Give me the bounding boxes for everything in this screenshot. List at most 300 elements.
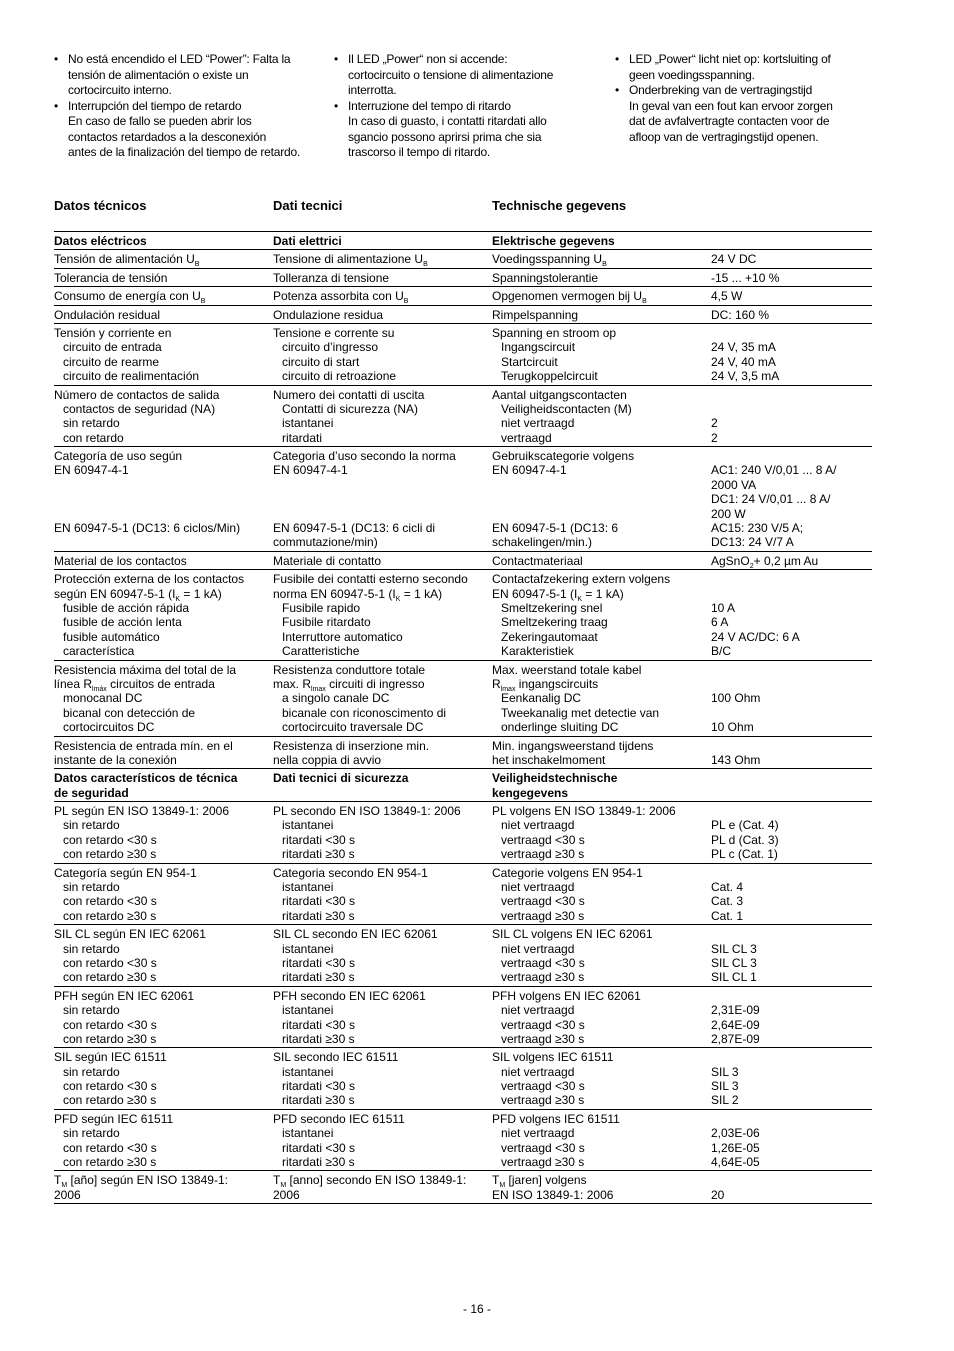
note-text: dat de avfalvertragte contacten voor de — [629, 114, 830, 128]
cell-line: schakelingen/min.) — [492, 535, 593, 550]
cell-line: kengegevens — [492, 785, 569, 800]
table-cell — [711, 551, 872, 569]
cell-line: 2,64E-09 — [711, 1017, 760, 1032]
cell-line — [711, 388, 872, 402]
note-text: In geval van een fout kan ervoor zorgen — [629, 98, 833, 113]
cell-line: Datos característicos de técnica — [54, 771, 238, 786]
cell-line: Ondulación residual — [54, 307, 161, 322]
note-bullet: • Interrupción del tiempo de retardo — [54, 99, 319, 115]
cell-line: sin retardo — [63, 818, 120, 833]
cell-line: vertraagd ≥30 s — [501, 847, 585, 862]
cell-line: norma EN 60947-5-1 ($I_K = 1$ kA) — [273, 586, 443, 603]
cell-line: con retardo ≥30 s — [63, 1155, 157, 1170]
cell-line: SIL CL volgens EN IEC 62061 — [492, 927, 653, 942]
table-cell — [492, 736, 711, 769]
cell-line: niet vertraagd — [501, 941, 575, 956]
table-cell — [54, 863, 273, 925]
cell-line: 2006 — [273, 1187, 300, 1202]
cell-line: DC: 160 % — [711, 307, 770, 322]
cell-line: Dati elettrici — [273, 234, 342, 248]
table-cell — [492, 385, 711, 447]
cell-line: 24 V, 40 mA — [711, 354, 776, 369]
cell-line: vertraagd ≥30 s — [501, 908, 585, 923]
note-text: geen voedingsspanning. — [629, 67, 755, 82]
cell-line: Categoria secondo EN 954-1 — [273, 865, 428, 880]
cell-line: vertraagd <30 s — [501, 894, 585, 909]
cell-line: Startcircuit — [501, 354, 558, 369]
cell-line: Veiligheidscontacten (M) — [501, 401, 632, 416]
cell-line — [711, 1050, 872, 1064]
table-cell — [711, 232, 872, 250]
cell-line: con retardo ≥30 s — [63, 970, 157, 985]
cell-line: instante de la conexión — [54, 752, 177, 767]
note-text: antes de la finalización del tiempo de retardo. — [68, 145, 301, 159]
cell-line: SIL secondo IEC 61511 — [273, 1050, 399, 1065]
cell-line: contactos de seguridad (NA) — [63, 401, 216, 416]
cell-line — [711, 402, 872, 416]
table-row — [54, 551, 872, 569]
cell-line — [711, 927, 872, 941]
cell-line: EN 60947-4-1 — [492, 463, 567, 478]
cell-line: circuito di start — [282, 354, 360, 369]
cell-line: de seguridad — [54, 785, 129, 800]
cell-line: ritardati ≥30 s — [282, 908, 355, 923]
cell-line: con retardo <30 s — [63, 832, 157, 847]
cell-line: 24 V, 35 mA — [711, 340, 776, 355]
table-cell — [492, 551, 711, 569]
table-cell — [273, 385, 492, 447]
cell-line: PFD volgens IEC 61511 — [492, 1111, 620, 1126]
table-cell — [54, 305, 273, 323]
note-text: cortocircuito o tensione di alimentazione — [348, 67, 554, 82]
table-row — [54, 447, 872, 552]
cell-line: Resistencia máxima del total de la — [54, 662, 237, 677]
cell-line: 2 — [711, 416, 718, 431]
cell-line: con retardo ≥30 s — [63, 847, 157, 862]
cell-line: B/C — [711, 644, 732, 659]
cell-line: Rimpelspanning — [492, 307, 579, 322]
cell-line: EN 60947-4-1 — [273, 463, 348, 478]
cell-line: según EN 60947-5-1 ($I_K = 1$ kA) — [54, 586, 222, 603]
table-cell — [273, 1109, 492, 1171]
table-cell — [54, 287, 273, 305]
cell-line: 24 V AC/DC: 6 A — [711, 629, 800, 644]
cell-line: SIL volgens IEC 61511 — [492, 1050, 614, 1065]
cell-line: Cat. 4 — [711, 880, 744, 895]
note-bullet: • Il LED „Power“ non si accende: — [334, 52, 594, 68]
table-cell — [273, 287, 492, 305]
cell-line: Tensione e corrente su — [273, 325, 395, 340]
cell-line: Spanningstolerantie — [492, 270, 599, 285]
cell-line: circuito di retroazione — [282, 369, 397, 384]
cell-line: ritardati ≥30 s — [282, 1155, 355, 1170]
cell-line: circuito de realimentación — [63, 369, 200, 384]
note-bullet: • LED „Power“ licht niet op: kortsluiting of — [615, 52, 875, 68]
heading-es: Datos técnicos — [54, 198, 147, 213]
cell-line — [711, 663, 872, 677]
cell-line: Zekeringautomaat — [501, 629, 598, 644]
cell-line: Interruttore automatico — [282, 629, 403, 644]
cell-line: PFH secondo EN IEC 62061 — [273, 988, 426, 1003]
table-cell — [711, 1048, 872, 1110]
cell-line — [711, 804, 872, 818]
cell-line: Material de los contactos — [54, 553, 187, 568]
cell-line: DC1: 24 V/0,01 ... 8 A/ — [711, 492, 831, 507]
table-cell — [711, 447, 872, 552]
cell-line: max. $R_{lmax}$ circuiti di ingresso — [273, 676, 425, 693]
table-cell — [54, 769, 273, 802]
table-row — [54, 986, 872, 1048]
cell-line: AC1: 240 V/0,01 ... 8 A/ — [711, 463, 837, 478]
table-cell — [492, 1048, 711, 1110]
cell-line: Cat. 3 — [711, 894, 744, 909]
table-cell — [54, 268, 273, 286]
cell-line — [54, 492, 273, 506]
table-cell — [54, 736, 273, 769]
table-cell — [273, 986, 492, 1048]
table-row — [54, 385, 872, 447]
cell-line: Cat. 1 — [711, 908, 744, 923]
cell-line: $T_M$ [año] según EN ISO 13849-1: — [54, 1173, 228, 1190]
table-cell — [492, 305, 711, 323]
notes-column-it — [334, 52, 594, 161]
cell-line: Categoria d’uso secondo la norma — [273, 449, 456, 464]
table-cell — [711, 1109, 872, 1171]
cell-line: 4,5 W — [711, 289, 743, 304]
table-cell — [492, 863, 711, 925]
cell-line: con retardo ≥30 s — [63, 1031, 157, 1046]
cell-line: vertraagd <30 s — [501, 1017, 585, 1032]
table-cell — [492, 232, 711, 250]
table-cell — [492, 802, 711, 864]
table-cell — [492, 769, 711, 802]
note-text: In caso di guasto, i contatti ritardati allo — [348, 114, 547, 128]
cell-line: fusible automático — [63, 629, 160, 644]
cell-line: ritardati — [282, 430, 323, 445]
cell-line: -15 ... +10 % — [711, 270, 780, 285]
cell-line: SIL 3 — [711, 1064, 739, 1079]
cell-line: istantanei — [282, 818, 334, 833]
table-cell — [273, 1171, 492, 1204]
cell-line: PFH según EN IEC 62061 — [54, 988, 195, 1003]
table-cell — [54, 986, 273, 1048]
notes-column-nl — [615, 52, 875, 145]
cell-line: circuito de rearme — [63, 354, 160, 369]
table-cell — [54, 570, 273, 660]
cell-line: AC15: 230 V/5 A; — [711, 521, 804, 536]
table-cell — [492, 986, 711, 1048]
cell-line: Ingangscircuit — [501, 340, 576, 355]
cell-line: EN 60947-4-1 — [54, 463, 129, 478]
cell-line: PL c (Cat. 1) — [711, 847, 778, 862]
cell-line: 24 V, 3,5 mA — [711, 369, 780, 384]
cell-line: PFD según IEC 61511 — [54, 1111, 174, 1126]
cell-line: 2006 — [54, 1187, 81, 1202]
cell-line — [54, 507, 273, 521]
cell-line: SIL según IEC 61511 — [54, 1050, 167, 1065]
table-cell — [273, 660, 492, 736]
cell-line: 4,64E-05 — [711, 1155, 760, 1170]
cell-line: 2,31E-09 — [711, 1003, 760, 1018]
cell-line: Materiale di contatto — [273, 553, 382, 568]
cell-line: circuito de entrada — [63, 340, 162, 355]
table-row — [54, 305, 872, 323]
table-cell — [711, 305, 872, 323]
cell-line — [711, 866, 872, 880]
cell-line: Número de contactos de salida — [54, 387, 220, 402]
cell-line: istantanei — [282, 941, 334, 956]
table-cell — [54, 1109, 273, 1171]
cell-line: Smeltzekering snel — [501, 600, 603, 615]
cell-line: EN 60947-5-1 ($I_K = 1$ kA) — [492, 586, 624, 603]
table-row — [54, 802, 872, 864]
cell-line: Terugkoppelcircuit — [501, 369, 598, 384]
note-text: trascorso il tempo di ritardo. — [348, 145, 491, 159]
table-cell — [492, 1171, 711, 1204]
cell-line — [711, 449, 872, 463]
cell-line: PL secondo EN ISO 13849-1: 2006 — [273, 804, 461, 819]
cell-line: SIL 3 — [711, 1079, 739, 1094]
cell-line: Ondulazione residua — [273, 307, 384, 322]
table-row — [54, 736, 872, 769]
cell-line: ritardati <30 s — [282, 1140, 356, 1155]
cell-line: a singolo canale DC — [282, 691, 390, 706]
cell-line: ritardati <30 s — [282, 955, 356, 970]
cell-line: cortocircuitos DC — [63, 720, 155, 735]
cell-line: niet vertraagd — [501, 1126, 575, 1141]
cell-line: PL e (Cat. 4) — [711, 818, 779, 833]
table-cell — [492, 447, 711, 552]
cell-line: $T_M$ [jaren] volgens — [492, 1173, 587, 1190]
table-cell — [54, 232, 273, 250]
table-cell — [273, 447, 492, 552]
cell-line: istantanei — [282, 880, 334, 895]
cell-line: con retardo <30 s — [63, 1140, 157, 1155]
cell-line: istantanei — [282, 1126, 334, 1141]
cell-line: 10 A — [711, 600, 736, 615]
cell-line: EN ISO 13849-1: 2006 — [492, 1187, 614, 1202]
table-cell — [492, 268, 711, 286]
table-cell — [54, 551, 273, 569]
cell-line: vertraagd ≥30 s — [501, 1155, 585, 1170]
cell-line: Categorie volgens EN 954-1 — [492, 865, 643, 880]
cell-line: con retardo <30 s — [63, 1079, 157, 1094]
table-cell — [711, 802, 872, 864]
cell-line: Aantal uitgangscontacten — [492, 387, 627, 402]
cell-line: Opgenomen vermogen bij $U_B$ — [492, 289, 647, 306]
cell-line: ritardati <30 s — [282, 1079, 356, 1094]
technical-data-table-body — [54, 232, 872, 1204]
cell-line — [711, 771, 872, 785]
cell-line: Gebruikscategorie volgens — [492, 449, 635, 464]
cell-line: niet vertraagd — [501, 818, 575, 833]
cell-line: circuito d’ingresso — [282, 340, 379, 355]
cell-line: onderlinge sluiting DC — [501, 720, 619, 735]
cell-line — [711, 587, 872, 601]
cell-line: vertraagd <30 s — [501, 1140, 585, 1155]
cell-line: SIL CL 3 — [711, 955, 757, 970]
table-cell — [273, 802, 492, 864]
table-cell — [273, 925, 492, 987]
technical-data-headings — [54, 198, 872, 216]
table-cell — [273, 570, 492, 660]
cell-line — [273, 478, 492, 492]
cell-line: ritardati <30 s — [282, 832, 356, 847]
cell-line: con retardo <30 s — [63, 955, 157, 970]
cell-line: Max. weerstand totale kabel — [492, 662, 642, 677]
cell-line: 1,26E-05 — [711, 1140, 760, 1155]
note-text: tensión de alimentación o existe un — [68, 67, 249, 82]
cell-line: Contactafzekering extern volgens — [492, 572, 671, 587]
cell-line: PFH volgens EN IEC 62061 — [492, 988, 641, 1003]
cell-line: niet vertraagd — [501, 1064, 575, 1079]
cell-line: 2 — [711, 430, 718, 445]
cell-line: vertraagd <30 s — [501, 1079, 585, 1094]
cell-line: 20 — [711, 1187, 725, 1202]
table-cell — [54, 385, 273, 447]
table-row — [54, 250, 872, 268]
cell-line: Tensión de alimentación $U_B$ — [54, 252, 200, 269]
cell-line: PL volgens EN ISO 13849-1: 2006 — [492, 804, 676, 819]
table-cell — [54, 660, 273, 736]
page-number: - 16 - — [462, 1302, 491, 1316]
cell-line: EN 60947-5-1 (DC13: 6 — [492, 521, 619, 536]
note-bullet: • No está encendido el LED “Power”: Falta la — [54, 52, 319, 68]
cell-line — [711, 572, 872, 586]
cell-line: PFD secondo IEC 61511 — [273, 1111, 405, 1126]
table-cell — [54, 1171, 273, 1204]
cell-line: ritardati ≥30 s — [282, 847, 355, 862]
cell-line: Datos eléctricos — [54, 234, 147, 248]
note-text: sgancio possono aprirsi prima che sia — [348, 129, 542, 144]
cell-line: sin retardo — [63, 941, 120, 956]
cell-line: sin retardo — [63, 1064, 120, 1079]
table-cell — [711, 863, 872, 925]
cell-line: PL d (Cat. 3) — [711, 832, 779, 847]
cell-line: istantanei — [282, 416, 334, 431]
cell-line: 24 V DC — [711, 252, 757, 267]
cell-line: vertraagd <30 s — [501, 955, 585, 970]
cell-line: istantanei — [282, 1003, 334, 1018]
table-cell — [273, 305, 492, 323]
cell-line: sin retardo — [63, 1126, 120, 1141]
cell-line: sin retardo — [63, 416, 120, 431]
cell-line: Smeltzekering traag — [501, 615, 608, 630]
table-row — [54, 1171, 872, 1204]
cell-line: Tolleranza di tensione — [273, 270, 390, 285]
table-cell — [54, 447, 273, 552]
table-row — [54, 323, 872, 385]
table-row — [54, 1109, 872, 1171]
cell-line: fusible de acción rápida — [63, 600, 190, 615]
table-row — [54, 863, 872, 925]
table-row — [54, 287, 872, 305]
cell-line: vertraagd ≥30 s — [501, 1031, 585, 1046]
table-cell — [54, 1048, 273, 1110]
heading-nl: Technische gegevens — [492, 198, 627, 213]
cell-line: het inschakelmoment — [492, 752, 606, 767]
cell-line: bicanal con detección de — [63, 705, 196, 720]
cell-line: Min. ingangsweerstand tijdens — [492, 738, 654, 753]
cell-line: SIL CL 3 — [711, 941, 757, 956]
cell-line: Tensión y corriente en — [54, 325, 172, 340]
cell-line: PL según EN ISO 13849-1: 2006 — [54, 804, 230, 819]
table-cell — [492, 1109, 711, 1171]
table-cell — [711, 1171, 872, 1204]
cell-line: Elektrische gegevens — [492, 234, 615, 248]
section-header-row — [54, 232, 872, 250]
cell-line: 6 A — [711, 615, 729, 630]
table-cell — [273, 769, 492, 802]
cell-line: línea $R_{lmáx}$ circuitos de entrada — [54, 676, 215, 693]
cell-line: Contatti di sicurezza (NA) — [282, 401, 419, 416]
table-cell — [273, 250, 492, 268]
cell-line — [711, 326, 872, 340]
note-text: En caso de fallo se pueden abrir los — [68, 114, 252, 128]
table-cell — [711, 385, 872, 447]
table-row — [54, 925, 872, 987]
table-cell — [492, 287, 711, 305]
table-cell — [273, 736, 492, 769]
cell-line: vertraagd — [501, 430, 552, 445]
table-cell — [711, 769, 872, 802]
cell-line: con retardo — [63, 430, 124, 445]
table-cell — [711, 570, 872, 660]
cell-line: característica — [63, 644, 135, 659]
table-cell — [273, 323, 492, 385]
cell-line: Fusibile dei contatti esterno secondo — [273, 572, 468, 587]
cell-line: istantanei — [282, 1064, 334, 1079]
table-cell — [711, 250, 872, 268]
cell-line: Spanning en stroom op — [492, 325, 617, 340]
cell-line: Caratteristiche — [282, 644, 360, 659]
cell-line: 143 Ohm — [711, 752, 761, 767]
cell-line: 2,87E-09 — [711, 1031, 760, 1046]
cell-line — [711, 1173, 872, 1187]
cell-line — [492, 478, 711, 492]
cell-line: Voedingsspanning $U_B$ — [492, 252, 607, 269]
cell-line — [711, 989, 872, 1003]
cell-line — [711, 234, 872, 248]
cell-line: EN 60947-5-1 (DC13: 6 cicli di — [273, 521, 436, 536]
cell-line: Resistencia de entrada mín. en el — [54, 738, 233, 753]
cell-line: SIL CL secondo EN IEC 62061 — [273, 927, 438, 942]
cell-line: ritardati ≥30 s — [282, 970, 355, 985]
cell-line: vertraagd ≥30 s — [501, 970, 585, 985]
cell-line: niet vertraagd — [501, 1003, 575, 1018]
note-bullet: • Onderbreking van de vertragingstijd — [615, 83, 875, 99]
cell-line: Dati tecnici di sicurezza — [273, 771, 409, 786]
cell-line: 100 Ohm — [711, 691, 761, 706]
table-cell — [54, 802, 273, 864]
cell-line: Tweekanalig met detectie van — [501, 705, 660, 720]
cell-line — [711, 706, 872, 720]
table-row — [54, 660, 872, 736]
cell-line — [273, 492, 492, 506]
cell-line — [273, 507, 492, 521]
table-cell — [492, 925, 711, 987]
cell-line: Resistenza di inserzione min. — [273, 738, 430, 753]
table-cell — [711, 268, 872, 286]
heading-it: Dati tecnici — [273, 198, 343, 213]
cell-line: monocanal DC — [63, 691, 143, 706]
cell-line: Consumo de energía con $U_B$ — [54, 289, 206, 306]
cell-line: 200 W — [711, 506, 746, 521]
cell-line: nella coppia di avvio — [273, 752, 382, 767]
cell-line: Contactmateriaal — [492, 553, 583, 568]
cell-line: Fusibile rapido — [282, 600, 361, 615]
cell-line — [54, 478, 273, 492]
